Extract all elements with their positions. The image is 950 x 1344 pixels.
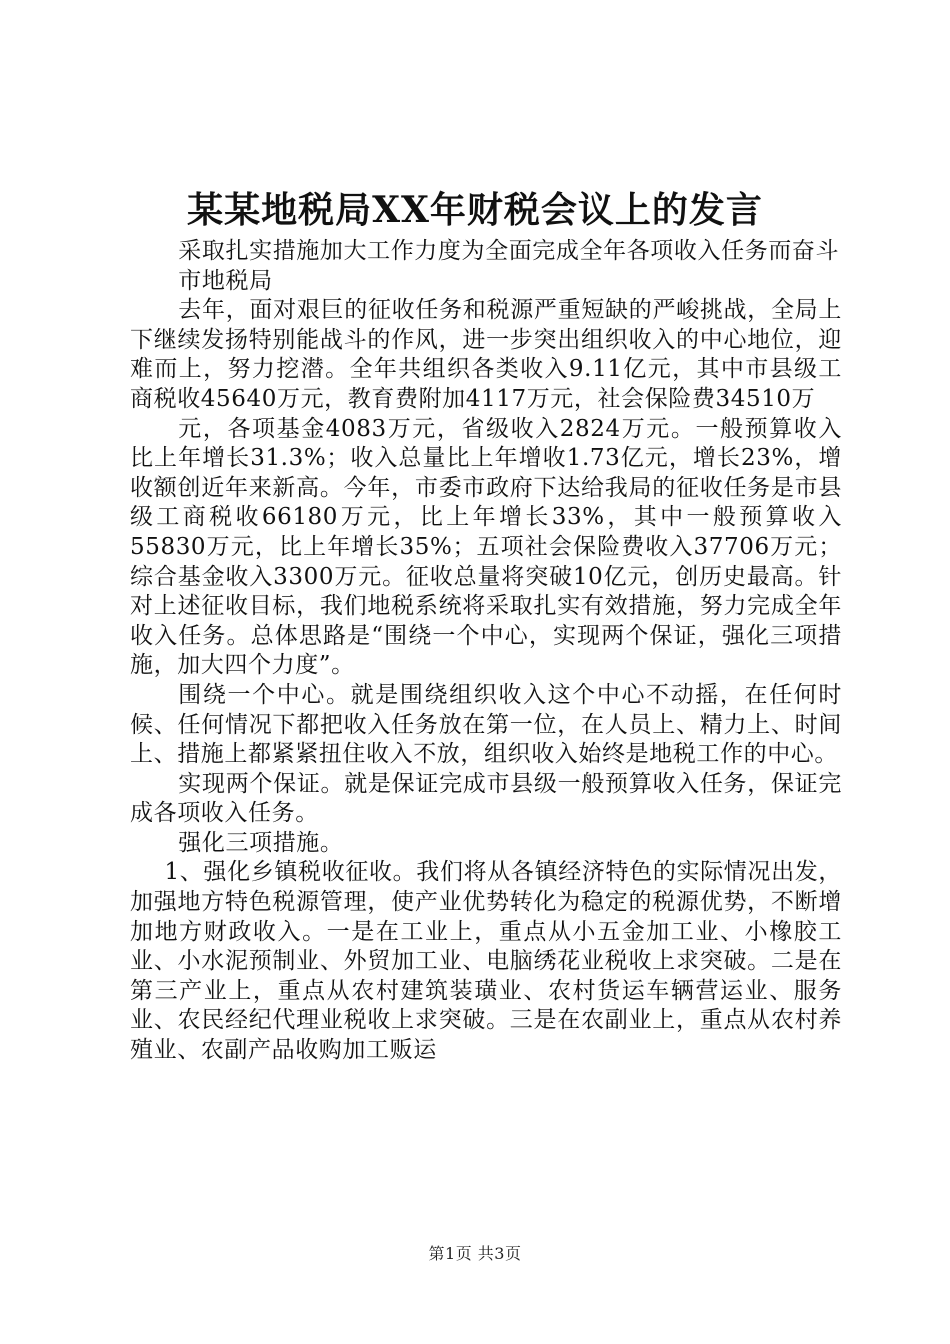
paragraph-subtitle: 采取扎实措施加大工作力度为全面完成全年各项收入任务而奋斗: [178, 238, 840, 264]
paragraph-last-year: 去年，面对艰巨的征收任务和税源严重短缺的严峻挑战，全局上下继续发扬特别能战斗的作风，进一步突出组织收入的中心地位，迎难而上，努力挖潜。全年共组织各类收入9.11亿元，其中市县级工商税收45640万元，教育费附加4117万元，社会保险费34510万: [130, 297, 842, 412]
page-footer: 第1页 共3页: [428, 1244, 522, 1263]
paragraph-this-year: 元，各项基金4083万元，省级收入2824万元。一般预算收入比上年增长31.3%；收入总量比上年增收1.73亿元，增长23%，增收额创近年来新高。今年，市委市政府下达给我局的征收任务是市县级工商税收66180万元，比上年增长33%，其中一般预算收入55830万元，比上年增长35%；五项社会保险费收入37706万元；综合基金收入3300万元。征收总量将突破10亿元，创历史最高。针对上述征收目标，我们地税系统将采取扎实有效措施，努力完成全年收入任务。总体思路是“围绕一个中心，实现两个保证，强化三项措施，加大四个力度”。: [130, 415, 842, 679]
paragraph-one-center: 围绕一个中心。就是围绕组织收入这个中心不动摇，在任何时候、任何情况下都把收入任务放在第一位，在人员上、精力上、时间上、措施上都紧紧扭住收入不放，组织收入始终是地税工作的中心。: [130, 681, 842, 768]
paragraph-three-measures: 强化三项措施。: [178, 829, 344, 856]
paragraph-author: 市地税局: [178, 267, 273, 294]
document-title: 某某地税局XX年财税会议上的发言: [187, 189, 763, 231]
document-body: [130, 237, 842, 1066]
paragraph-measure-one: 1、强化乡镇税收征收。我们将从各镇经济特色的实际情况出发，加强地方特色税源管理，使产业优势转化为稳定的税源优势，不断增加地方财政收入。一是在工业上，重点从小五金加工业、小橡胶工业、小水泥预制业、外贸加工业、电脑绣花业税收上求突破。二是在第三产业上，重点从农村建筑装璜业、农村货运车辆营运业、服务业、农民经纪代理业税收上求突破。三是在农副业上，重点从农村养殖业、农副产品收购加工贩运: [130, 859, 842, 1064]
paragraph-two-guarantees: 实现两个保证。就是保证完成市县级一般预算收入任务，保证完成各项收入任务。: [130, 770, 842, 827]
